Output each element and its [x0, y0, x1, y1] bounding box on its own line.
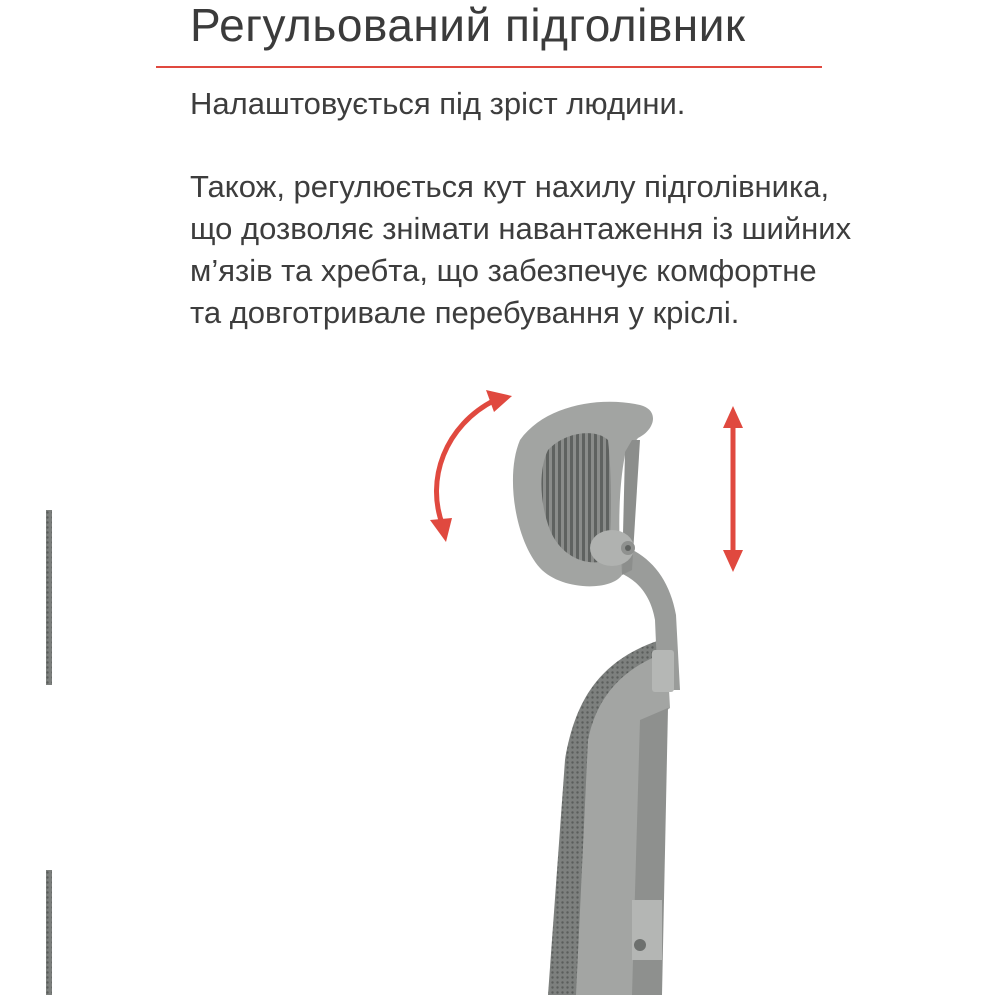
description-line: Також, регулюється кут нахилу підголівника, [190, 169, 830, 204]
description-line: м’язів та хребта, що забезпечує комфортне [190, 253, 817, 288]
description-text [190, 166, 851, 334]
backrest [548, 640, 670, 995]
intro-text: Налаштовується під зріст людини. [190, 86, 686, 121]
headrest-illustration [0, 360, 1000, 1000]
left-chair-edge [46, 510, 52, 995]
vertical-arrow-icon [723, 406, 743, 572]
headrest [513, 402, 653, 587]
page-title: Регульований підголівник [190, 0, 746, 51]
description-line: що дозволяє знімати навантаження із шийних [190, 211, 852, 246]
rotate-arrow-icon [430, 390, 512, 542]
description-line: та довготривале перебування у кріслі. [190, 295, 740, 330]
title-divider [156, 66, 822, 68]
